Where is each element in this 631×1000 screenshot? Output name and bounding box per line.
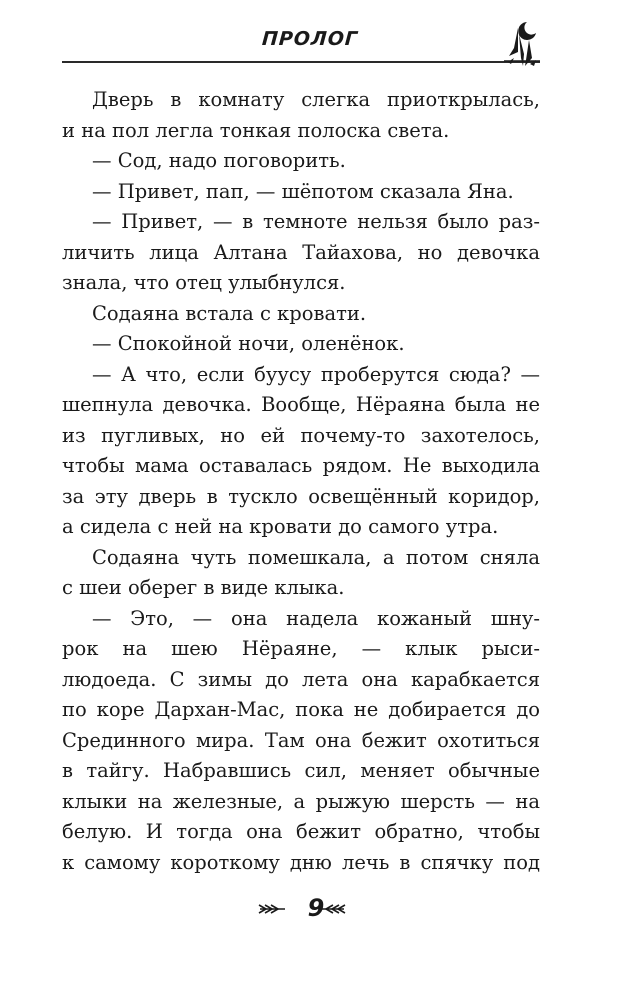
text-line: и на пол легла тонкая полоска света.	[62, 118, 450, 142]
text-line: Срединного мира. Там она бежит охотиться	[62, 728, 540, 752]
text-line: белую. И тогда она бежит обратно, чтобы	[62, 820, 540, 843]
text-line: по коре Дархан-Мас, пока не добирается до	[62, 698, 540, 721]
text-line: Содаяна чуть помешкала, а потом сняла	[92, 545, 540, 569]
double-arrow-right-ornament-icon	[258, 902, 286, 916]
text-line: людоеда. С зимы до лета она карабкается	[62, 667, 540, 691]
text-line: — Это, — она надела кожаный шну-	[92, 606, 540, 630]
page-number: 9	[307, 894, 325, 922]
text-line: — Сод, надо поговорить.	[92, 149, 346, 172]
text-line: — Привет, — в темноте нельзя было раз-	[92, 210, 540, 233]
text-line: личить лица Алтана Тайахова, но девочка	[62, 240, 540, 264]
text-line: рок на шею Нёраяне, — клык рыси-	[62, 637, 540, 660]
page-footer	[0, 892, 631, 928]
prologue-text	[62, 85, 540, 878]
text-line: знала, что отец улыбнулся.	[62, 271, 346, 294]
double-arrow-left-ornament-icon	[318, 902, 346, 916]
running-header	[0, 0, 631, 70]
text-line: из пугливых, но ей почему-то захотелось,	[62, 423, 540, 447]
stag-antler-moon-icon	[494, 14, 554, 74]
text-line: — Спокойной ночи, оленёнок.	[92, 332, 405, 355]
text-line: с шеи оберег в виде клыка.	[62, 576, 345, 599]
text-line: клыки на железные, а рыжую шерсть — на	[62, 789, 540, 813]
text-line: — Привет, пап, — шёпотом сказала Яна.	[92, 179, 514, 203]
text-line: за эту дверь в тускло освещённый коридор,	[62, 484, 540, 508]
text-line: к самому короткому дню лечь в спячку под	[62, 850, 540, 874]
text-line: — А что, если буусу проберутся сюда? —	[92, 362, 540, 386]
chapter-title: ПРОЛОГ	[261, 28, 359, 50]
text-line: в тайгу. Набравшись сил, меняет обычные	[62, 759, 540, 782]
text-line: Дверь в комнату слегка приоткрылась,	[92, 88, 540, 111]
text-line: Содаяна встала с кровати.	[92, 301, 367, 325]
header-rule	[62, 61, 540, 63]
text-line: а сидела с ней на кровати до самого утра.	[62, 515, 499, 538]
text-line: чтобы мама оставалась рядом. Не выходила	[62, 454, 540, 477]
text-line: шепнула девочка. Вообще, Нёраяна была не	[62, 393, 540, 416]
